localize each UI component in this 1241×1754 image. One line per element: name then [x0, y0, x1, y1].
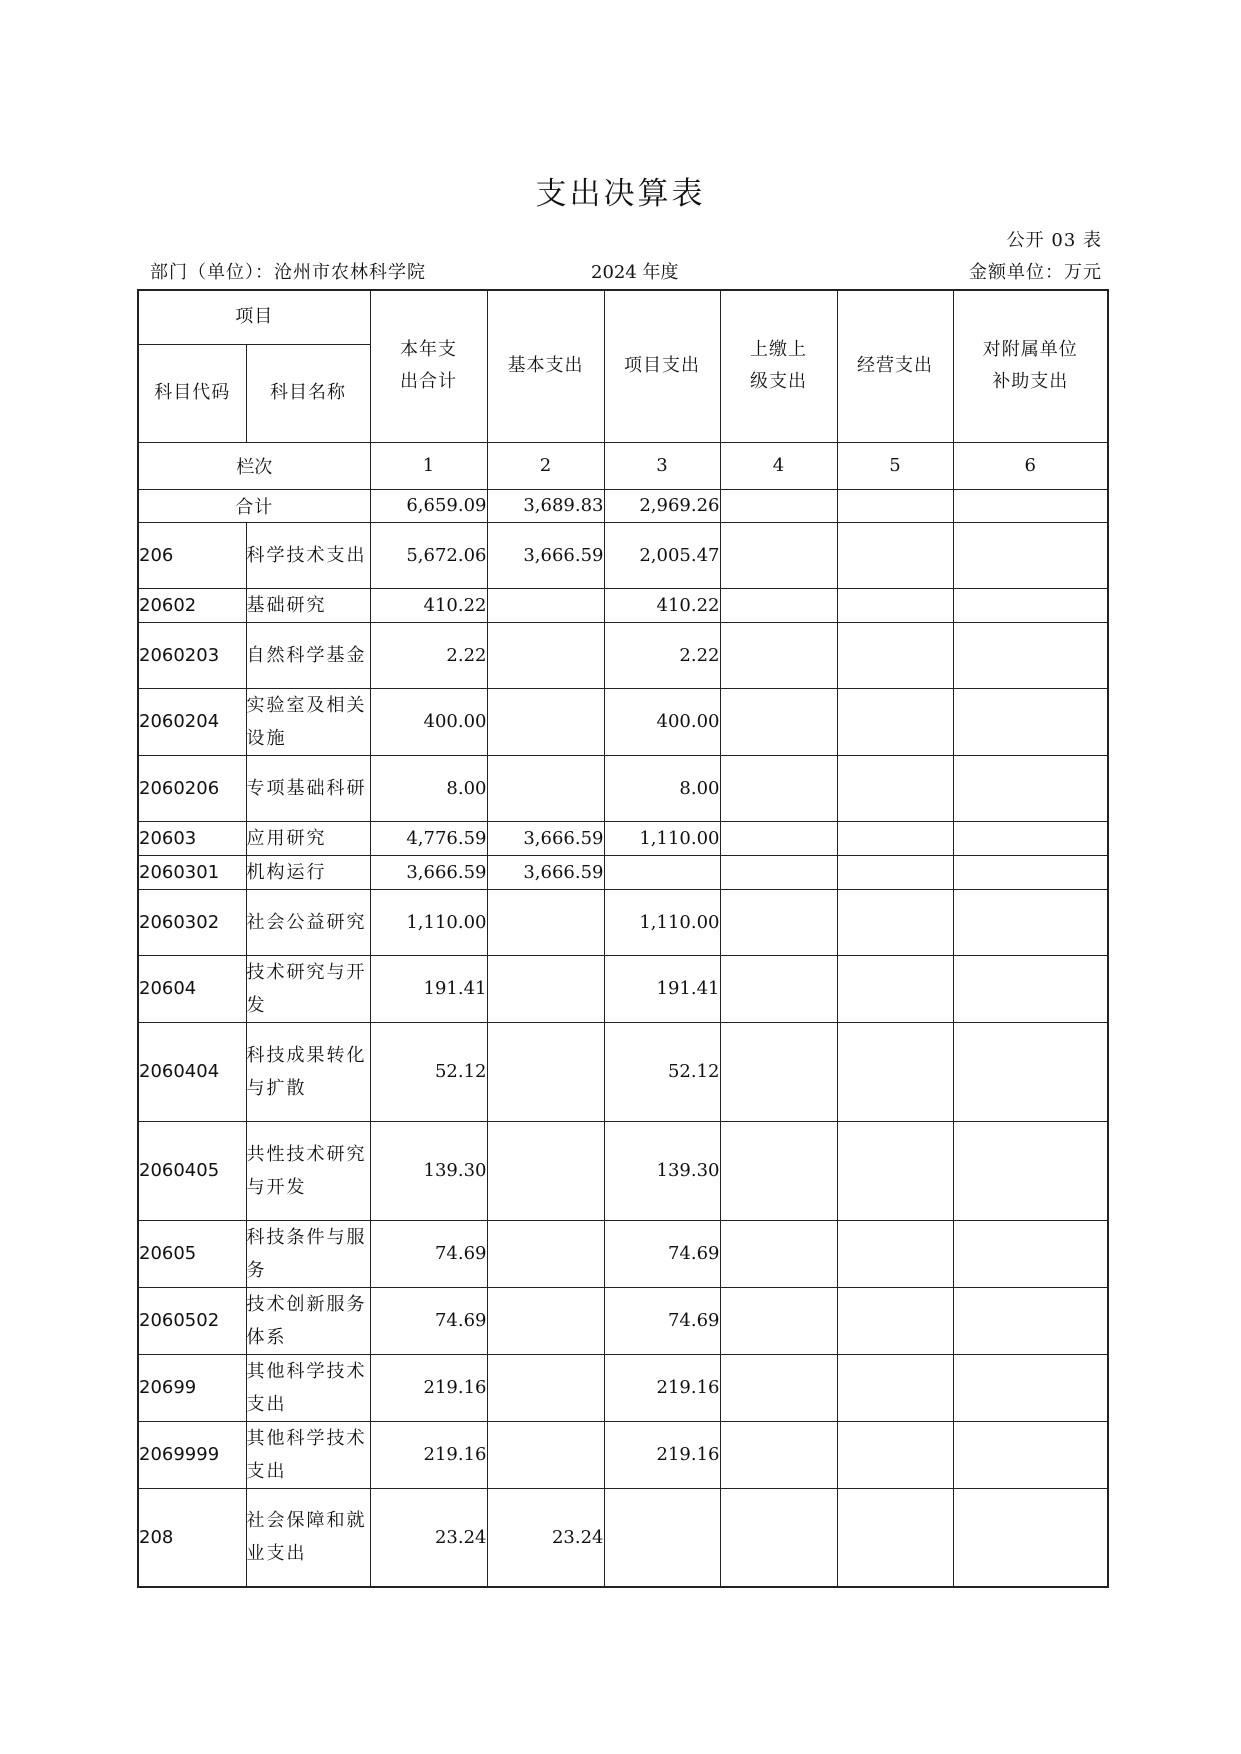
subject-name: 其他科学技术支出: [246, 1354, 370, 1421]
amount-cell: 3,666.59: [370, 855, 487, 889]
table-row: [138, 1421, 1108, 1488]
amount-cell: [720, 1421, 837, 1488]
subject-code: 2069999: [138, 1421, 246, 1488]
column-index-cell: 1: [370, 442, 487, 489]
amount-cell: [720, 855, 837, 889]
amount-cell: [837, 1287, 953, 1354]
amount-cell: [953, 588, 1108, 622]
subject-code: 20605: [138, 1220, 246, 1287]
table-row: [138, 1354, 1108, 1421]
subject-name: 应用研究: [246, 821, 370, 855]
amount-cell: [720, 821, 837, 855]
amount-cell: [837, 1220, 953, 1287]
table-row: [138, 588, 1108, 622]
amount-cell: 2,005.47: [604, 522, 720, 588]
subject-code: 2060204: [138, 688, 246, 755]
amount-cell: [953, 1121, 1108, 1220]
subject-name: 科学技术支出: [246, 522, 370, 588]
amount-cell: [720, 1121, 837, 1220]
amount-cell: 400.00: [370, 688, 487, 755]
amount-cell: [487, 1287, 604, 1354]
table-row: [138, 622, 1108, 688]
subject-name: 其他科学技术支出: [246, 1421, 370, 1488]
amount-cell: 74.69: [604, 1287, 720, 1354]
amount-cell: [837, 1488, 953, 1587]
amount-cell: [720, 688, 837, 755]
subject-code: 20699: [138, 1354, 246, 1421]
amount-cell: 52.12: [604, 1022, 720, 1121]
amount-cell: [837, 622, 953, 688]
subject-name: 科技条件与服务: [246, 1220, 370, 1287]
amount-cell: [487, 1121, 604, 1220]
amount-cell: [837, 688, 953, 755]
amount-cell: 3,666.59: [487, 522, 604, 588]
subject-name: 技术创新服务体系: [246, 1287, 370, 1354]
table-row: [138, 522, 1108, 588]
subject-code: 2060404: [138, 1022, 246, 1121]
amount-cell: 74.69: [604, 1220, 720, 1287]
amount-cell: [720, 522, 837, 588]
table-row: [138, 821, 1108, 855]
amount-cell: [720, 755, 837, 821]
total-value: [720, 489, 837, 522]
subject-code: 2060405: [138, 1121, 246, 1220]
subject-code: 2060301: [138, 855, 246, 889]
total-value: 6,659.09: [370, 489, 487, 522]
subject-code: 20603: [138, 821, 246, 855]
amount-cell: [953, 1421, 1108, 1488]
subject-code: 208: [138, 1488, 246, 1587]
expenditure-table: [137, 289, 1109, 1588]
amount-cell: [953, 522, 1108, 588]
amount-cell: [953, 755, 1108, 821]
amount-cell: 219.16: [604, 1354, 720, 1421]
subject-code: 20604: [138, 955, 246, 1022]
amount-cell: 52.12: [370, 1022, 487, 1121]
subject-name: 共性技术研究与开发: [246, 1121, 370, 1220]
header-project: 项目支出: [604, 290, 720, 442]
amount-cell: [953, 1022, 1108, 1121]
amount-cell: 5,672.06: [370, 522, 487, 588]
amount-cell: [837, 855, 953, 889]
amount-cell: 1,110.00: [604, 889, 720, 955]
amount-cell: [487, 622, 604, 688]
total-value: [953, 489, 1108, 522]
header-business: 经营支出: [837, 290, 953, 442]
department-label: 部门（单位）：沧州市农林科学院: [150, 262, 426, 283]
subject-code: 2060206: [138, 755, 246, 821]
column-index-label: 栏次: [138, 442, 370, 489]
subject-name: 实验室及相关设施: [246, 688, 370, 755]
amount-cell: [837, 522, 953, 588]
table-row: [138, 889, 1108, 955]
form-number: 公开 03 表: [1006, 230, 1102, 251]
amount-cell: [720, 622, 837, 688]
amount-cell: [837, 1022, 953, 1121]
column-index-cell: 3: [604, 442, 720, 489]
amount-cell: [837, 889, 953, 955]
amount-cell: 139.30: [370, 1121, 487, 1220]
subject-code: 20602: [138, 588, 246, 622]
fiscal-year: 2024 年度: [591, 262, 679, 283]
subject-code: 2060302: [138, 889, 246, 955]
amount-cell: 23.24: [370, 1488, 487, 1587]
amount-cell: [487, 688, 604, 755]
total-label: 合计: [138, 489, 370, 522]
amount-cell: 8.00: [370, 755, 487, 821]
table-row: [138, 1022, 1108, 1121]
table-row: [138, 1287, 1108, 1354]
header-upper: 上缴上级支出: [720, 290, 837, 442]
amount-cell: 2.22: [370, 622, 487, 688]
page-title: 支出决算表: [535, 176, 706, 212]
subject-name: 自然科学基金: [246, 622, 370, 688]
subject-name: 机构运行: [246, 855, 370, 889]
subject-name: 技术研究与开发: [246, 955, 370, 1022]
amount-cell: [953, 955, 1108, 1022]
column-index-cell: 2: [487, 442, 604, 489]
column-index-cell: 5: [837, 442, 953, 489]
amount-cell: [837, 955, 953, 1022]
report-meta: [150, 258, 1102, 284]
amount-cell: 219.16: [370, 1354, 487, 1421]
amount-cell: [953, 821, 1108, 855]
amount-cell: [487, 755, 604, 821]
amount-cell: [487, 1354, 604, 1421]
amount-cell: [604, 1488, 720, 1587]
column-index-row: [138, 442, 1108, 489]
amount-cell: 74.69: [370, 1220, 487, 1287]
amount-cell: 4,776.59: [370, 821, 487, 855]
amount-cell: 3,666.59: [487, 855, 604, 889]
amount-cell: [837, 821, 953, 855]
amount-cell: 410.22: [604, 588, 720, 622]
total-value: 2,969.26: [604, 489, 720, 522]
table-row: [138, 688, 1108, 755]
total-value: 3,689.83: [487, 489, 604, 522]
header-item: 项目: [138, 290, 370, 344]
amount-cell: 2.22: [604, 622, 720, 688]
amount-cell: 23.24: [487, 1488, 604, 1587]
amount-cell: 191.41: [604, 955, 720, 1022]
amount-cell: [487, 889, 604, 955]
amount-cell: [487, 1022, 604, 1121]
amount-cell: [720, 1488, 837, 1587]
amount-cell: 74.69: [370, 1287, 487, 1354]
subject-name: 社会保障和就业支出: [246, 1488, 370, 1587]
table-row: [138, 755, 1108, 821]
amount-cell: 219.16: [604, 1421, 720, 1488]
amount-cell: 3,666.59: [487, 821, 604, 855]
subject-name: 科技成果转化与扩散: [246, 1022, 370, 1121]
amount-cell: 1,110.00: [370, 889, 487, 955]
amount-cell: [720, 588, 837, 622]
amount-cell: 410.22: [370, 588, 487, 622]
amount-cell: [487, 1421, 604, 1488]
subject-code: 2060502: [138, 1287, 246, 1354]
amount-cell: 191.41: [370, 955, 487, 1022]
amount-cell: [953, 889, 1108, 955]
total-value: [837, 489, 953, 522]
amount-cell: [953, 1354, 1108, 1421]
amount-cell: [487, 588, 604, 622]
amount-cell: [837, 755, 953, 821]
amount-cell: [487, 1220, 604, 1287]
amount-cell: [953, 1220, 1108, 1287]
table-row: [138, 1488, 1108, 1587]
amount-cell: [837, 588, 953, 622]
subject-name: 专项基础科研: [246, 755, 370, 821]
subject-code: 206: [138, 522, 246, 588]
amount-cell: 400.00: [604, 688, 720, 755]
amount-cell: 139.30: [604, 1121, 720, 1220]
amount-cell: [720, 955, 837, 1022]
total-row: [138, 489, 1108, 522]
subject-name: 社会公益研究: [246, 889, 370, 955]
table-row: [138, 1121, 1108, 1220]
amount-cell: [953, 622, 1108, 688]
header-basic: 基本支出: [487, 290, 604, 442]
table-row: [138, 855, 1108, 889]
header-total: 本年支出合计: [370, 290, 487, 442]
table-row: [138, 955, 1108, 1022]
table-row: [138, 1220, 1108, 1287]
amount-cell: 219.16: [370, 1421, 487, 1488]
amount-cell: [837, 1354, 953, 1421]
amount-cell: [837, 1421, 953, 1488]
subject-name: 基础研究: [246, 588, 370, 622]
amount-cell: 1,110.00: [604, 821, 720, 855]
subject-code: 2060203: [138, 622, 246, 688]
amount-cell: [953, 688, 1108, 755]
amount-cell: [487, 955, 604, 1022]
amount-cell: [953, 855, 1108, 889]
amount-cell: [720, 1354, 837, 1421]
amount-cell: [720, 1220, 837, 1287]
column-index-cell: 6: [953, 442, 1108, 489]
amount-cell: [720, 889, 837, 955]
header-subsidy: 对附属单位补助支出: [953, 290, 1108, 442]
amount-cell: [837, 1121, 953, 1220]
amount-unit: 金额单位：万元: [969, 262, 1102, 283]
amount-cell: 8.00: [604, 755, 720, 821]
table-body: [138, 442, 1108, 1587]
header-code: 科目代码: [138, 344, 246, 442]
header-name: 科目名称: [246, 344, 370, 442]
amount-cell: [604, 855, 720, 889]
amount-cell: [953, 1488, 1108, 1587]
amount-cell: [720, 1022, 837, 1121]
amount-cell: [720, 1287, 837, 1354]
amount-cell: [953, 1287, 1108, 1354]
column-index-cell: 4: [720, 442, 837, 489]
